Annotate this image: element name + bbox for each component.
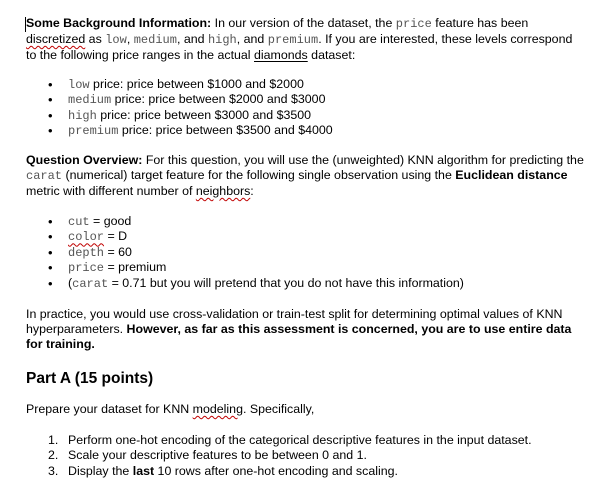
overview-label: Question Overview: bbox=[26, 153, 143, 167]
code-low: low bbox=[105, 33, 127, 47]
step-number: 2. bbox=[48, 448, 59, 463]
spellcheck-word[interactable]: modeling bbox=[192, 402, 243, 416]
list-item bbox=[48, 448, 532, 463]
euclidean-distance: Euclidean distance bbox=[455, 168, 568, 182]
item-text: price: price between $1000 and $2000 bbox=[89, 77, 304, 91]
step-number: 1. bbox=[48, 433, 59, 447]
practice-bold: However, as far as this assessment is concerned, you are to use entire data for training. bbox=[26, 322, 572, 351]
intro-text: . Specifically, bbox=[242, 402, 315, 416]
list-item bbox=[48, 229, 464, 244]
list-item bbox=[48, 92, 333, 107]
background-text: . If you are interested, these levels correspond to the following price ranges in the actual bbox=[26, 32, 573, 62]
background-text: dataset: bbox=[307, 48, 356, 62]
price-levels-list bbox=[48, 77, 333, 139]
list-item bbox=[48, 260, 464, 275]
steps-list bbox=[48, 433, 532, 479]
background-text: , and bbox=[176, 32, 208, 46]
item-text: = 0.71 but you will pretend that you do not have this information) bbox=[108, 275, 464, 290]
background-text: In our version of the dataset, the bbox=[211, 16, 396, 30]
observation-list bbox=[48, 214, 464, 291]
code-price: price bbox=[395, 17, 432, 31]
item-text: = 60 bbox=[104, 244, 132, 259]
practice-paragraph bbox=[26, 307, 586, 352]
list-item bbox=[48, 123, 333, 138]
code-carat: carat bbox=[26, 169, 63, 183]
practice-text: In practice, you would use cross-validation or train-test split for determining optimal values of KNN hyperparameters. bbox=[26, 307, 563, 336]
code-premium: premium bbox=[267, 33, 319, 47]
overview-text: For this question, you will use the (unweighted) KNN algorithm for predicting the bbox=[142, 153, 584, 167]
list-item bbox=[48, 276, 464, 291]
spellcheck-word[interactable]: diamonds bbox=[254, 48, 308, 62]
background-label: Some Background Information: bbox=[26, 16, 212, 30]
step-bold: last bbox=[132, 463, 155, 478]
code-depth: depth bbox=[68, 245, 105, 260]
part-a-intro bbox=[26, 402, 586, 417]
list-item bbox=[48, 433, 532, 448]
spellcheck-word[interactable]: neighbors bbox=[195, 184, 251, 198]
background-text: feature has been bbox=[431, 16, 529, 30]
item-text: = D bbox=[104, 229, 128, 244]
intro-text: Prepare your dataset for KNN bbox=[26, 402, 193, 416]
item-text: price: price between $3500 and $4000 bbox=[118, 123, 333, 138]
list-item bbox=[48, 214, 464, 229]
step-text: Display the bbox=[68, 463, 133, 478]
list-item bbox=[48, 108, 333, 123]
code-price: price bbox=[68, 261, 105, 276]
code-medium: medium bbox=[68, 93, 112, 108]
list-item bbox=[48, 464, 532, 479]
code-high: high bbox=[68, 108, 97, 123]
step-text: Scale your descriptive features to be between 0 and 1. bbox=[68, 448, 367, 463]
step-text: Perform one-hot encoding of the categorical descriptive features in the input dataset. bbox=[68, 433, 532, 447]
code-premium: premium bbox=[68, 124, 119, 139]
spellcheck-word[interactable]: discretized bbox=[26, 32, 86, 46]
code-low: low bbox=[68, 78, 90, 92]
code-cut: cut bbox=[68, 215, 90, 229]
item-text: = premium bbox=[104, 260, 167, 275]
step-text: 10 rows after one-hot encoding and scaling. bbox=[154, 463, 398, 478]
code-carat: carat bbox=[72, 276, 109, 291]
list-item bbox=[48, 245, 464, 260]
background-text: as bbox=[85, 32, 106, 46]
background-paragraph bbox=[26, 16, 586, 63]
item-text: price: price between $2000 and $3000 bbox=[111, 92, 326, 107]
background-text: , bbox=[126, 32, 134, 46]
step-number: 3. bbox=[48, 463, 59, 478]
item-text: = good bbox=[89, 214, 132, 228]
overview-text: : bbox=[250, 184, 254, 198]
background-text: , and bbox=[236, 32, 268, 46]
list-item bbox=[48, 77, 333, 92]
code-medium: medium bbox=[133, 33, 177, 47]
overview-text: metric with different number of bbox=[26, 184, 196, 198]
item-text: price: price between $3000 and $3500 bbox=[96, 107, 312, 122]
code-color[interactable]: color bbox=[68, 230, 105, 245]
item-text: ( bbox=[68, 275, 73, 290]
overview-text: (numerical) target feature for the following single observation using the bbox=[62, 168, 456, 182]
overview-paragraph bbox=[26, 153, 586, 199]
code-high: high bbox=[207, 33, 237, 47]
part-a-heading: Part A (15 points) bbox=[26, 370, 154, 387]
